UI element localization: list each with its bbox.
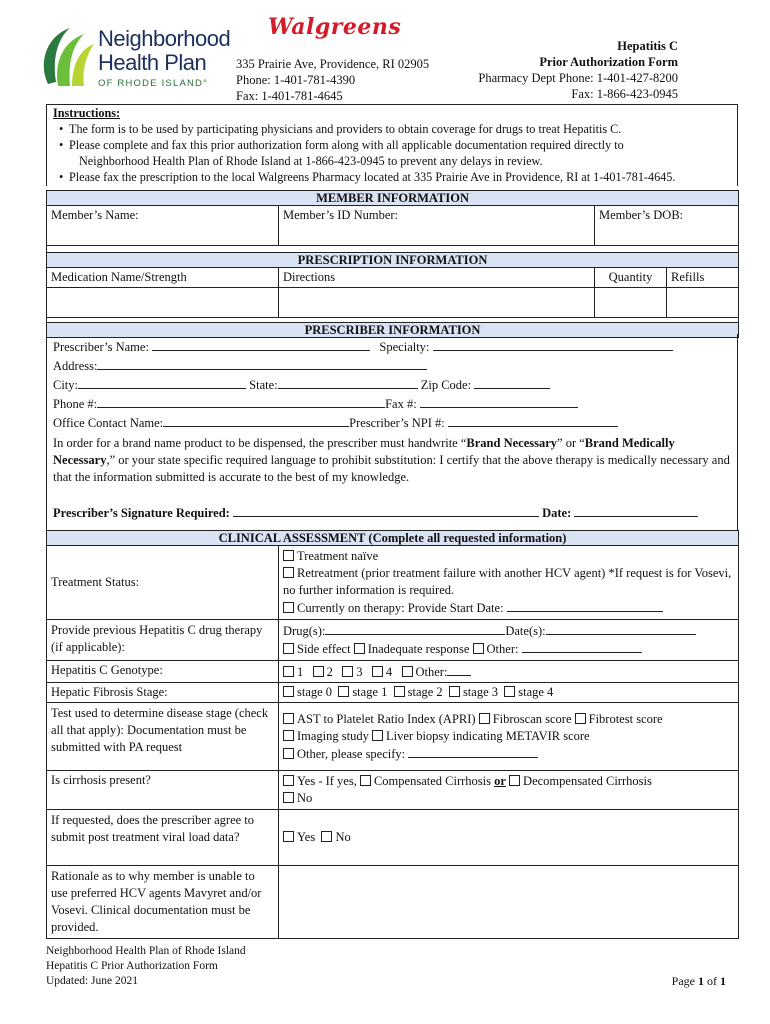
logo-text-neighborhood: Neighborhood <box>98 26 231 51</box>
brand-necessary-statement: In order for a brand name product to be dispensed, the prescriber must handwrite “Brand Necessary” or “Brand Medically Necessary,” or your state specific required language to prohibit substitution: I certify that the above therapy is medically necessary and that the information submitted is accurate to the best of my knowledge. <box>53 436 730 484</box>
signature-date-input[interactable] <box>574 504 698 517</box>
fibrotest-option[interactable]: Fibrotest score <box>575 712 663 726</box>
nhpri-logo-icon <box>40 24 96 92</box>
checkbox-icon <box>354 643 365 654</box>
walgreens-logo: Walgreens <box>268 14 402 40</box>
medication-input[interactable] <box>47 288 279 318</box>
cirrhosis-no-option[interactable]: No <box>283 790 734 807</box>
pharmacy-fax: Fax: 1-401-781-4645 <box>236 89 343 103</box>
checkbox-icon <box>283 550 294 561</box>
fax-input[interactable] <box>420 395 578 408</box>
form-title-block <box>478 38 678 102</box>
instruction-item: • Please complete and fax this prior authorization form along with all applicable documentation required directly to Neighborhood Health Plan of Rhode Island at 1-866-423-0945 to prevent any delays in review. <box>59 137 737 169</box>
genotype-4-option[interactable]: 4 <box>372 665 392 679</box>
cirrhosis-yes-option[interactable]: Yes - If yes, <box>283 774 357 788</box>
stage-3-option[interactable]: stage 3 <box>449 685 498 699</box>
pharmacy-address-block <box>236 56 429 104</box>
other-option[interactable]: Other: <box>473 642 519 656</box>
stage-1-option[interactable]: stage 1 <box>338 685 387 699</box>
instruction-item: • The form is to be used by participating physicians and providers to obtain coverage for drugs to treat Hepatitis C. <box>59 121 737 137</box>
pharmacy-address: 335 Prairie Ave, Providence, RI 02905 <box>236 57 430 71</box>
clinical-section-header: CLINICAL ASSESSMENT (Complete all requested information) <box>47 531 739 546</box>
dates-input[interactable] <box>546 622 696 635</box>
dept-fax: Fax: 1-866-423-0945 <box>571 87 678 101</box>
member-prescription-table <box>46 190 739 338</box>
medication-label: Medication Name/Strength <box>47 268 279 288</box>
logo-text-rhode-island: OF RHODE ISLAND° <box>98 78 209 89</box>
stage-2-option[interactable]: stage 2 <box>394 685 443 699</box>
other-test-option[interactable]: Other, please specify: <box>283 745 734 763</box>
fibrosis-stage-label: Hepatic Fibrosis Stage: <box>47 683 279 703</box>
pharmacy-phone: Phone: 1-401-781-4390 <box>236 73 356 87</box>
page-number: Page 1 of 1 <box>671 974 726 988</box>
drugs-input[interactable] <box>325 622 505 635</box>
genotype-2-option[interactable]: 2 <box>313 665 333 679</box>
side-effect-option[interactable]: Side effect <box>283 642 351 656</box>
prescription-section-header: PRESCRIPTION INFORMATION <box>47 253 739 268</box>
rationale-input[interactable] <box>279 866 739 939</box>
inadequate-response-option[interactable]: Inadequate response <box>354 642 470 656</box>
instruction-item: • Please fax the prescription to the local Walgreens Pharmacy located at 335 Prairie Ave in Providence, RI at 1-401-781-4645. <box>59 169 737 185</box>
member-name-field[interactable]: Member’s Name: <box>47 206 279 246</box>
viral-no-option[interactable]: No <box>321 830 350 844</box>
address-input[interactable] <box>97 357 427 370</box>
genotype-label: Hepatitis C Genotype: <box>47 661 279 683</box>
directions-label: Directions <box>279 268 595 288</box>
currently-on-therapy-option[interactable]: Currently on therapy: Provide Start Date: <box>283 599 734 617</box>
city-input[interactable] <box>78 376 246 389</box>
member-section-header: MEMBER INFORMATION <box>47 191 739 206</box>
compensated-option[interactable]: Compensated Cirrhosis <box>360 774 491 788</box>
form-subtitle: Prior Authorization Form <box>539 55 678 69</box>
prescriber-name-input[interactable] <box>152 338 370 351</box>
directions-input[interactable] <box>279 288 595 318</box>
genotype-other-option[interactable]: Other: <box>402 665 472 679</box>
instructions-box <box>46 104 738 186</box>
clinical-assessment-table: CLINICAL ASSESSMENT (Complete all requested information) Treatment Status: Treatment naïve Retreatment (prior treatment failure with another HCV agent) *If request is for Vosevi, no further information is required. Currently on therapy: Provide Start Date: Provide previous Hepatitis C drug therapy (if applicable): Drug(s): Date(s): Side effect Inadequate response Other: Hepatitis C Genotype: 1 2 3 4 Other: Hepatic Fibrosis Stage: stage 0 stage 1 stage 2 stage 3 stage 4 Test used to determine disease stage (check all that apply): Documentation must be submitted with PA request AST to Platelet Ratio Index (APRI) Fibroscan score Fibrotest score Imaging study Liver biopsy indicating METAVIR score Other, please specify: Is cirrhosis present? Yes - If yes, Compensated Cirrhosis or Decompensated Cirrhosis No If requested, does the prescriber agree to submit post treatment viral load data? Yes No Rationale as to why member is unable to use preferred HCV agents Mavyret and/or Vosevi. Clinical documentation must be provided. <box>46 530 739 939</box>
viral-yes-option[interactable]: Yes <box>283 830 315 844</box>
checkbox-icon <box>283 643 294 654</box>
stage-0-option[interactable]: stage 0 <box>283 685 332 699</box>
retreatment-option[interactable]: Retreatment (prior treatment failure with another HCV agent) *If request is for Vosevi, no further information is required. <box>283 566 732 597</box>
apri-option[interactable]: AST to Platelet Ratio Index (APRI) <box>283 712 476 726</box>
decompensated-option[interactable]: Decompensated Cirrhosis <box>509 774 652 788</box>
checkbox-icon <box>283 602 294 613</box>
fibroscan-option[interactable]: Fibroscan score <box>479 712 572 726</box>
form-title: Hepatitis C <box>617 39 678 53</box>
genotype-3-option[interactable]: 3 <box>342 665 362 679</box>
npi-input[interactable] <box>448 414 618 427</box>
office-contact-input[interactable] <box>163 414 349 427</box>
disease-stage-test-label: Test used to determine disease stage (check all that apply): Documentation must be submitted with PA request <box>47 703 279 771</box>
treatment-naive-option[interactable]: Treatment naïve <box>283 548 734 565</box>
member-id-field[interactable]: Member’s ID Number: <box>279 206 595 246</box>
signature-input[interactable] <box>233 504 539 517</box>
footer: Neighborhood Health Plan of Rhode Island Hepatitis C Prior Authorization Form Updated: June 2021 <box>46 945 246 987</box>
imaging-option[interactable]: Imaging study <box>283 729 369 743</box>
quantity-label: Quantity <box>595 268 667 288</box>
checkbox-icon <box>473 643 484 654</box>
treatment-status-label: Treatment Status: <box>47 546 279 620</box>
viral-load-label: If requested, does the prescriber agree to submit post treatment viral load data? <box>47 810 279 866</box>
instructions-title: Instructions: <box>53 106 121 120</box>
cirrhosis-label: Is cirrhosis present? <box>47 771 279 810</box>
genotype-1-option[interactable]: 1 <box>283 665 303 679</box>
liver-biopsy-option[interactable]: Liver biopsy indicating METAVIR score <box>372 729 590 743</box>
rationale-label: Rationale as to why member is unable to use preferred HCV agents Mavyret and/or Vosevi. Clinical documentation must be provided. <box>47 866 279 939</box>
quantity-input[interactable] <box>595 288 667 318</box>
zip-input[interactable] <box>474 376 550 389</box>
previous-therapy-label: Provide previous Hepatitis C drug therapy (if applicable): <box>47 620 279 661</box>
stage-4-option[interactable]: stage 4 <box>504 685 553 699</box>
prescriber-info-block: Prescriber’s Name: Specialty: Address: City: State: Zip Code: Phone #: Fax #: Office Contact Name: Prescriber’s NPI #: In order for a brand name product to be dispensed, the prescriber must handwrite “Brand Necessary” or “Brand Medically Necessary,” or your state specific required language to prohibit substitution: I certify that the above therapy is medically necessary and that the information submitted is accurate to the best of my knowledge. Prescriber’s Signature Required: Date: <box>46 334 738 530</box>
prescriber-section-header: PRESCRIBER INFORMATION <box>47 323 739 338</box>
logo-text-health-plan: Health Plan <box>98 50 207 75</box>
dept-phone: Pharmacy Dept Phone: 1-401-427-8200 <box>478 71 678 85</box>
specialty-input[interactable] <box>433 338 673 351</box>
member-dob-field[interactable]: Member’s DOB: <box>595 206 739 246</box>
state-input[interactable] <box>278 376 418 389</box>
phone-input[interactable] <box>97 395 385 408</box>
refills-input[interactable] <box>667 288 739 318</box>
checkbox-icon <box>283 567 294 578</box>
refills-label: Refills <box>667 268 739 288</box>
